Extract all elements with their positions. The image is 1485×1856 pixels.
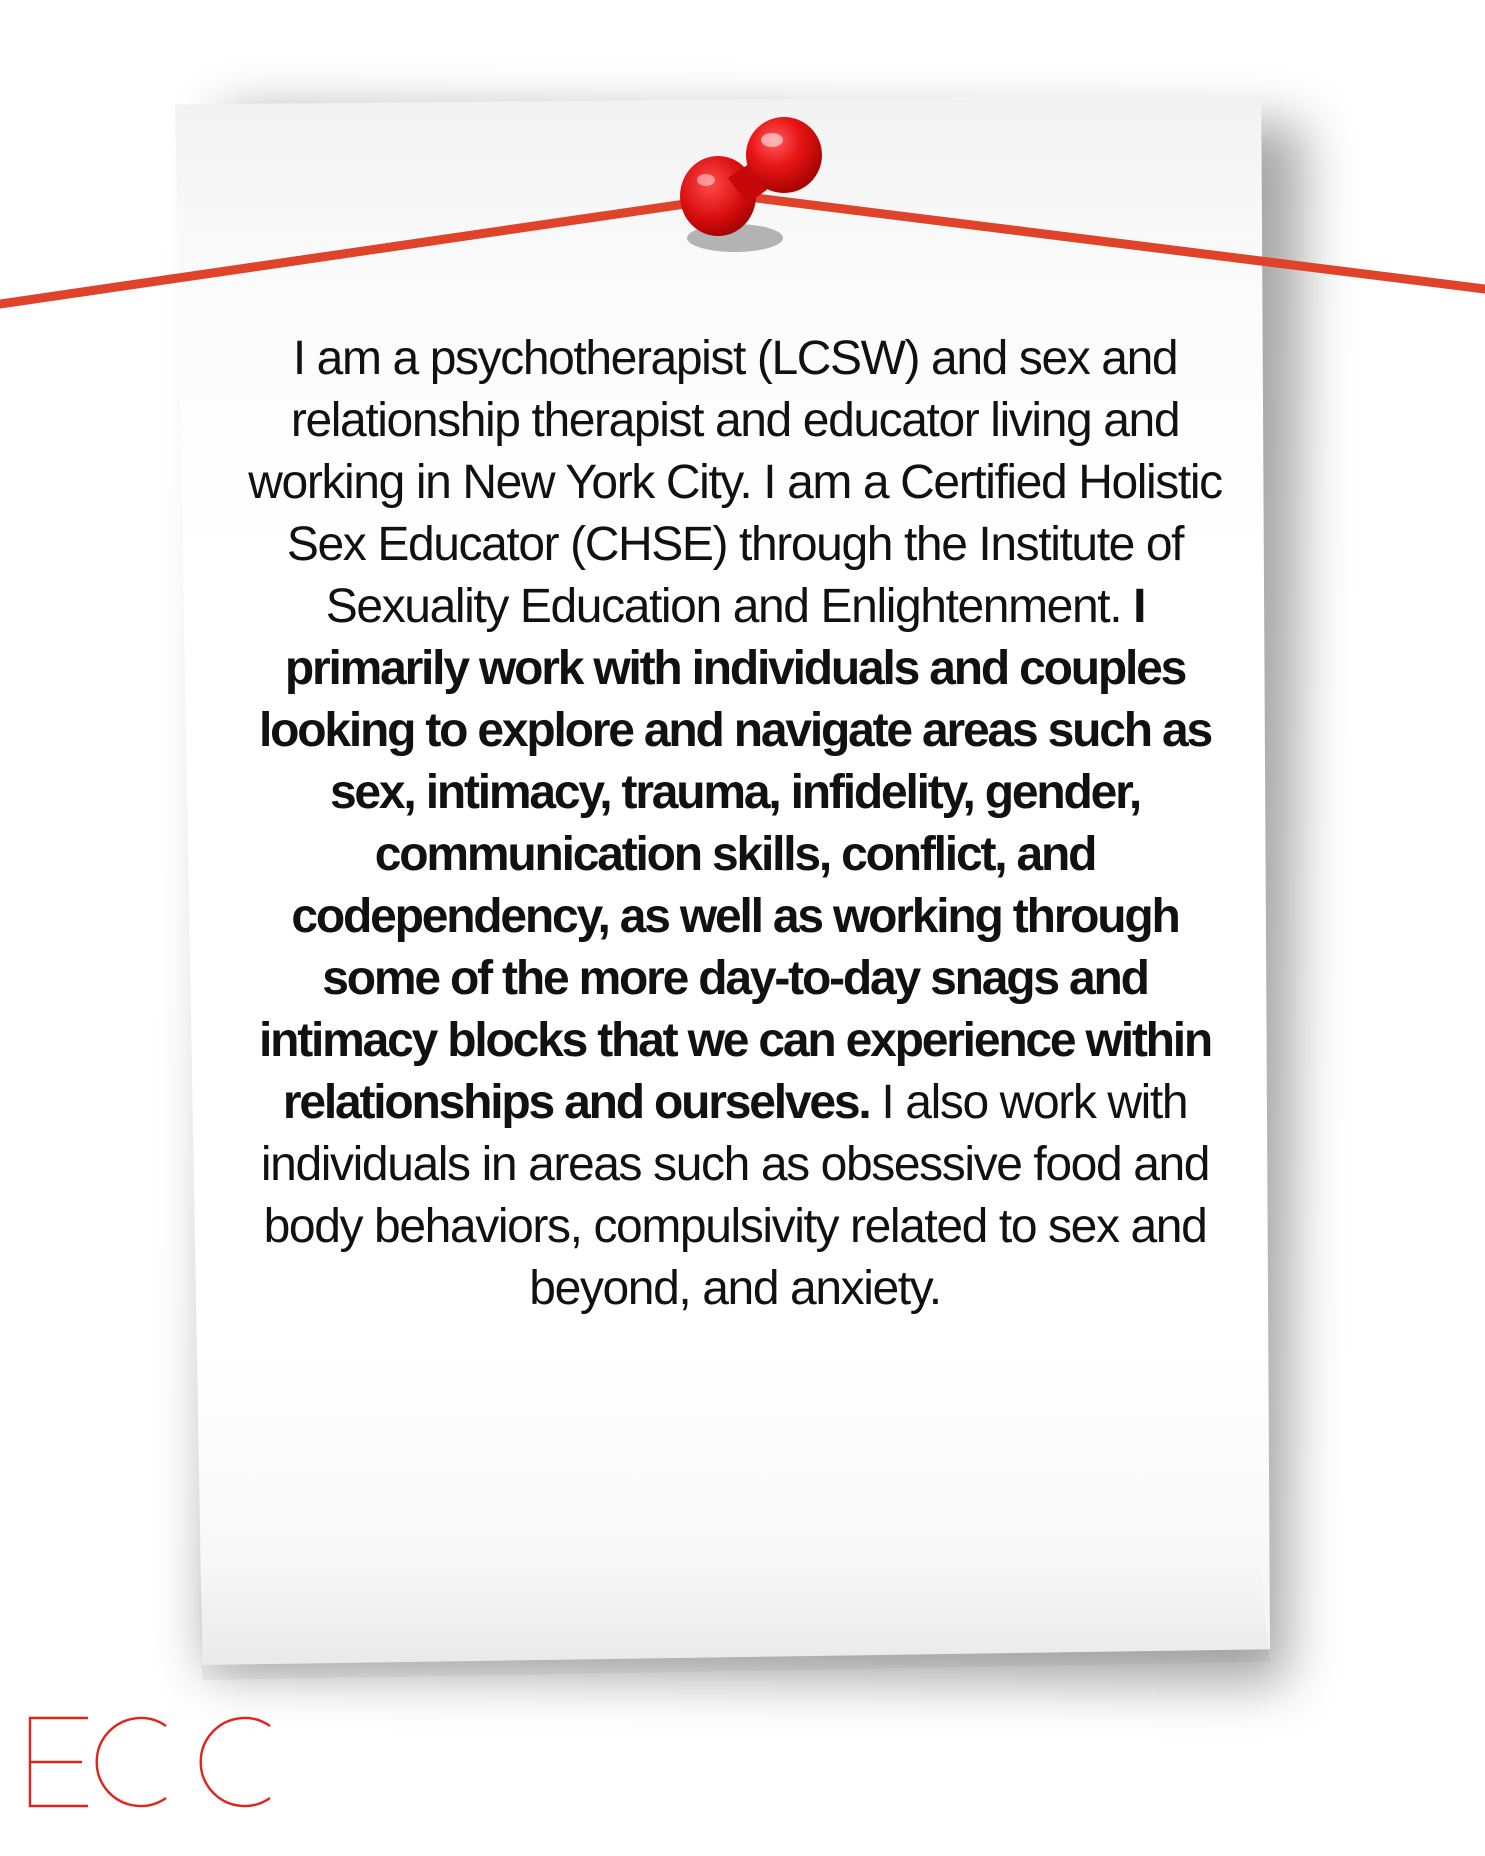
ecc-logo	[22, 1712, 282, 1812]
note-closing-text: I also work with individuals in areas such as obsessive food and body behaviors, compulsivity related to sex and beyond, and anxiety.	[260, 1076, 1210, 1315]
note-intro-text: I am a psychotherapist (LCSW) and sex and relationship therapist and educator living and working in New York City. I am a Certified Holistic Sex Educator (CHSE) through the Institute of Sexuality Education and Enlightenment.	[248, 332, 1222, 633]
note-body-text	[235, 328, 1235, 1320]
paper-curl	[175, 1560, 1270, 1680]
note-emphasis-text: I primarily work with individuals and couples looking to explore and navigate areas such as sex, intimacy, trauma, infidelity, gender, communication skills, conflict, and codependency, as well as working through some of the more day-to-day snags and intimacy blocks that we can experience within relationships and ourselves.	[258, 580, 1211, 1129]
